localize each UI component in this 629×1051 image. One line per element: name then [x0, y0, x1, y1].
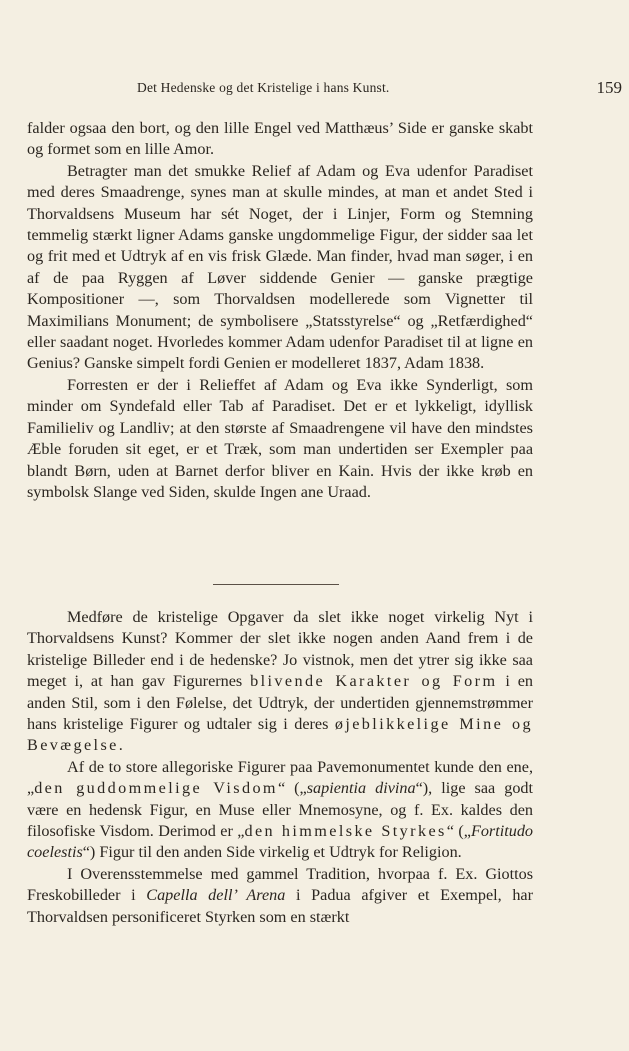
- place-italic: Capella dell’ Arena: [146, 886, 286, 905]
- latin-italic: sapientia divina: [306, 779, 416, 798]
- text-run: “ („: [277, 779, 307, 798]
- text-run: “ („: [446, 822, 471, 841]
- latin-italic: Fortitudo coelestis: [27, 822, 534, 862]
- paragraph-allegoriske: [27, 757, 533, 864]
- text-run: i en anden Stil, som i den Følelse, det Udtryk, der undertiden gjennemstrømmer hans kristelige Figurer og udtaler sig i deres: [27, 672, 534, 734]
- text-run: Medføre de kristelige Opgaver da slet ikke noget virkelig Nyt i Thorvaldsens Kunst? Kommer der slet ikke nogen anden Aand frem i de kristelige Billeder end i de hedenske? Jo vistnok, men det ytrer sig ikke saa meget i, at han gav Figurernes: [27, 608, 533, 691]
- spaced-emphasis: den guddommelige Visdom: [34, 779, 278, 798]
- paragraph-adam-eva-relief: Betragter man det smukke Relief af Adam og Eva udenfor Paradiset med deres Smaadrenge, synes man at skulle mindes, at man et andet Sted i Thorvaldsens Museum har sét Noget, der i Linjer, Form og Stemning temmelig stærkt ligner Adams ganske ungdommelige Figur, der sidder saa let og frit med et Udtryk af en vis frisk Glæde. Man finder, hvad man søger, i en af de paa Ryggen af Løver siddende Genier — ganske prægtige Kompositioner —, som Thorvaldsen modellerede som Vignetter til Maximilians Monument; de symbolisere „Statsstyrelse“ og „Retfærdighed“ eller saadant noget. Hvorledes kommer Adam udenfor Paradiset til at ligne en Genius? Ganske simpelt fordi Genien er modelleret 1837, Adam 1838.: [27, 161, 533, 373]
- text-block-lower: [27, 607, 533, 928]
- paragraph-forresten: Forresten er der i Relieffet af Adam og Eva ikke Synderligt, som minder om Syndefald eller Tab af Paradiset. Det er et lykkeligt, idyllisk Familieliv og Landliv; at den største af Smaadrengene vil have den mindstes Æble foruden sit eget, er et Træk, som man undertiden ser Exempler paa blandt Børn, uden at Barnet derfor bliver en Kain. Hvis der ikke krøb en symbolsk Slange ved Siden, skulde Ingen ane Uraad.: [27, 375, 533, 501]
- text-run: i Padua afgiver et Exempel, har Thorvaldsen personificeret Styrken som en stærkt: [27, 886, 534, 926]
- paragraph-overensstemmelse: [27, 864, 533, 928]
- paragraph-medfore: [27, 607, 533, 757]
- text-run: “), lige saa godt være en hedensk Figur, en Muse eller Mnemosyne, og f. Ex. kaldes den filosofiske Visdom. Derimod er „: [27, 779, 534, 841]
- text-block-upper: [27, 118, 533, 503]
- text-run: I Overensstemmelse med gammel Tradition, hvorpaa f. Ex. Giottos Freskobilleder i: [27, 864, 533, 905]
- text-run: Af de to store allegoriske Figurer paa Pavemonumentet kunde den ene, „: [27, 757, 533, 798]
- spaced-emphasis: blivende Karakter og Form: [250, 672, 498, 691]
- spaced-emphasis: øjeblikkelige Mine og Bevægelse.: [27, 715, 533, 755]
- running-head: [27, 78, 622, 100]
- paragraph-continued: falder ogsaa den bort, og den lille Engel ved Matthæus’ Side er ganske skabt og formet som en lille Amor.: [27, 119, 533, 159]
- running-title: Det Hedenske og det Kristelige i hans Kunst.: [137, 80, 390, 95]
- spaced-emphasis: den himmelske Styrkes: [244, 822, 447, 841]
- page-number: 159: [596, 78, 622, 97]
- section-divider: [213, 584, 339, 585]
- text-run: “) Figur til den anden Side virkelig et Udtryk for Religion.: [82, 843, 462, 862]
